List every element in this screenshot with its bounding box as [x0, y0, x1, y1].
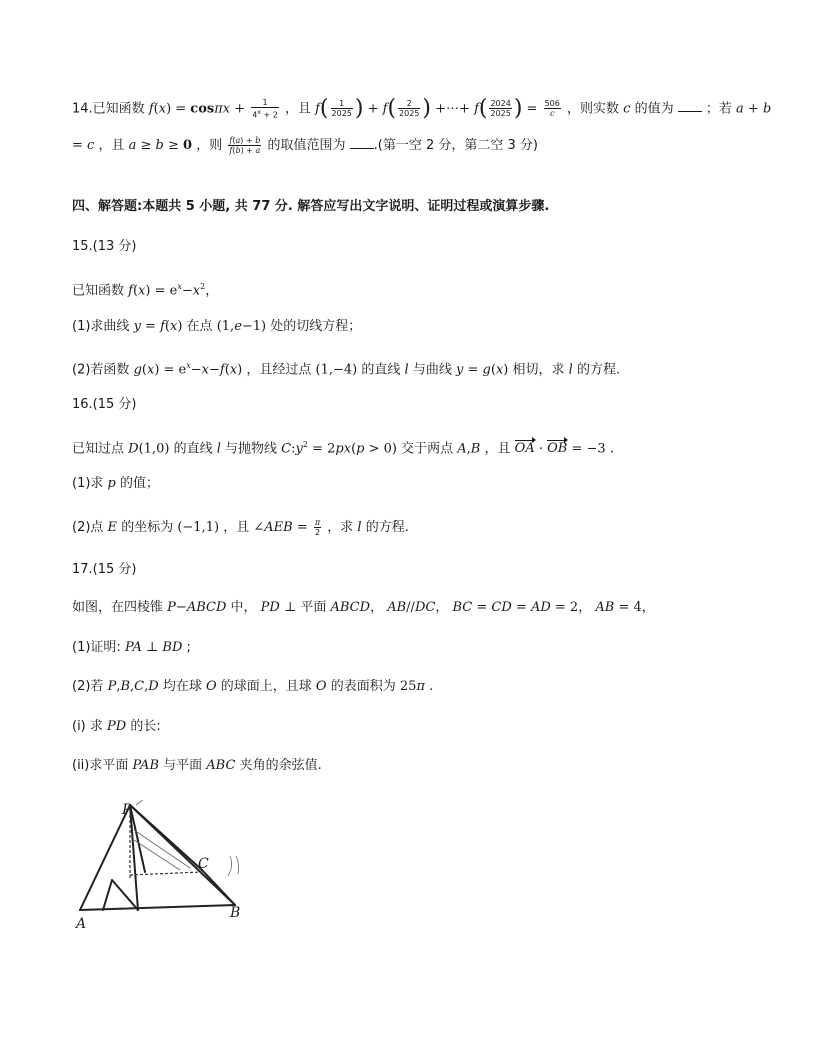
pyramid-figure — [70, 800, 260, 935]
q17-part-2-ii: (ii)求平面 PAB 与平面 ABC 夹角的余弦值. — [72, 758, 322, 773]
vector-oa: OA — [515, 439, 535, 459]
section-heading: 四、解答题:本题共 5 小题, 共 77 分. 解答应写出文字说明、证明过程或演算步骤. — [72, 199, 550, 214]
q15-part-1: (1)求曲线 y = f(x) 在点 (1,e−1) 处的切线方程； — [72, 319, 362, 334]
label-p: P — [122, 802, 132, 818]
label-a: A — [76, 916, 87, 932]
label-b: B — [230, 905, 241, 921]
q15-part-2: (2)若函数 $g(x) = e^x-x-f(x)$ ，且经过点 (1,−4) 的直线 l 与曲线 y = g(x) 相切，求 l 的方程. — [72, 361, 621, 378]
math: f — [148, 101, 154, 117]
q17-part-2-i: (i) 求 PD 的长: — [72, 719, 161, 734]
q16-heading: 16.(15 分) — [72, 397, 137, 412]
fraction: $\frac{1}{4^x + 2}$ — [252, 98, 278, 120]
vector-ob: OB — [547, 439, 567, 459]
q16-stem: 已知过点 D(1,0) 的直线 l 与抛物线 $C:y^2 = 2px(p > 0)$ 交于两点 A,B ，且 OA · OB = −3 . — [72, 435, 614, 459]
label-c: C — [198, 856, 209, 872]
q16-part-2: (2)点 E 的坐标为 (−1,1) ，且 ∠AEB = $\frac{\pi}{2}$ ，求 l 的方程. — [72, 518, 409, 537]
q17-part-1: (1)证明: PA ⊥ BD ; — [72, 640, 191, 655]
answer-blank-2 — [350, 136, 374, 149]
q14-line-2: = c ，且 a ≥ b ≥ 0 ，则 $\frac{f(a) + b}{f(b) + a}$ 的取值范围为 .(第一空 2 分，第二空 3 分) — [72, 136, 538, 155]
q14-line-1: 14.已知函数 f(x) = cosπx + $\frac{1}{4^x + 2}$ ，且 f( $\frac{1}{2025}$ ) + f( $\frac{2}{2025}$ ) +⋯+ f( $\frac{2024}{2025}$ ) = $\frac{506}{c}$ ，则实数 c 的值为 ；若 a + b — [72, 95, 772, 121]
q17-part-2: (2)若 P,B,C,D 均在球 O 的球面上，且球 O 的表面积为 25π . — [72, 679, 434, 694]
q15-heading: 15.(13 分) — [72, 239, 137, 254]
answer-blank-1 — [678, 99, 702, 112]
q17-heading: 17.(15 分) — [72, 562, 137, 577]
q16-part-1: (1)求 p 的值； — [72, 476, 160, 491]
q15-stem: 已知函数 $f(x) = e^x-x^2$， — [72, 282, 219, 299]
q17-stem: 如图，在四棱锥 P−ABCD 中， PD ⊥ 平面 ABCD， AB//DC， BC = CD = AD = 2， AB = 4， — [72, 600, 655, 615]
